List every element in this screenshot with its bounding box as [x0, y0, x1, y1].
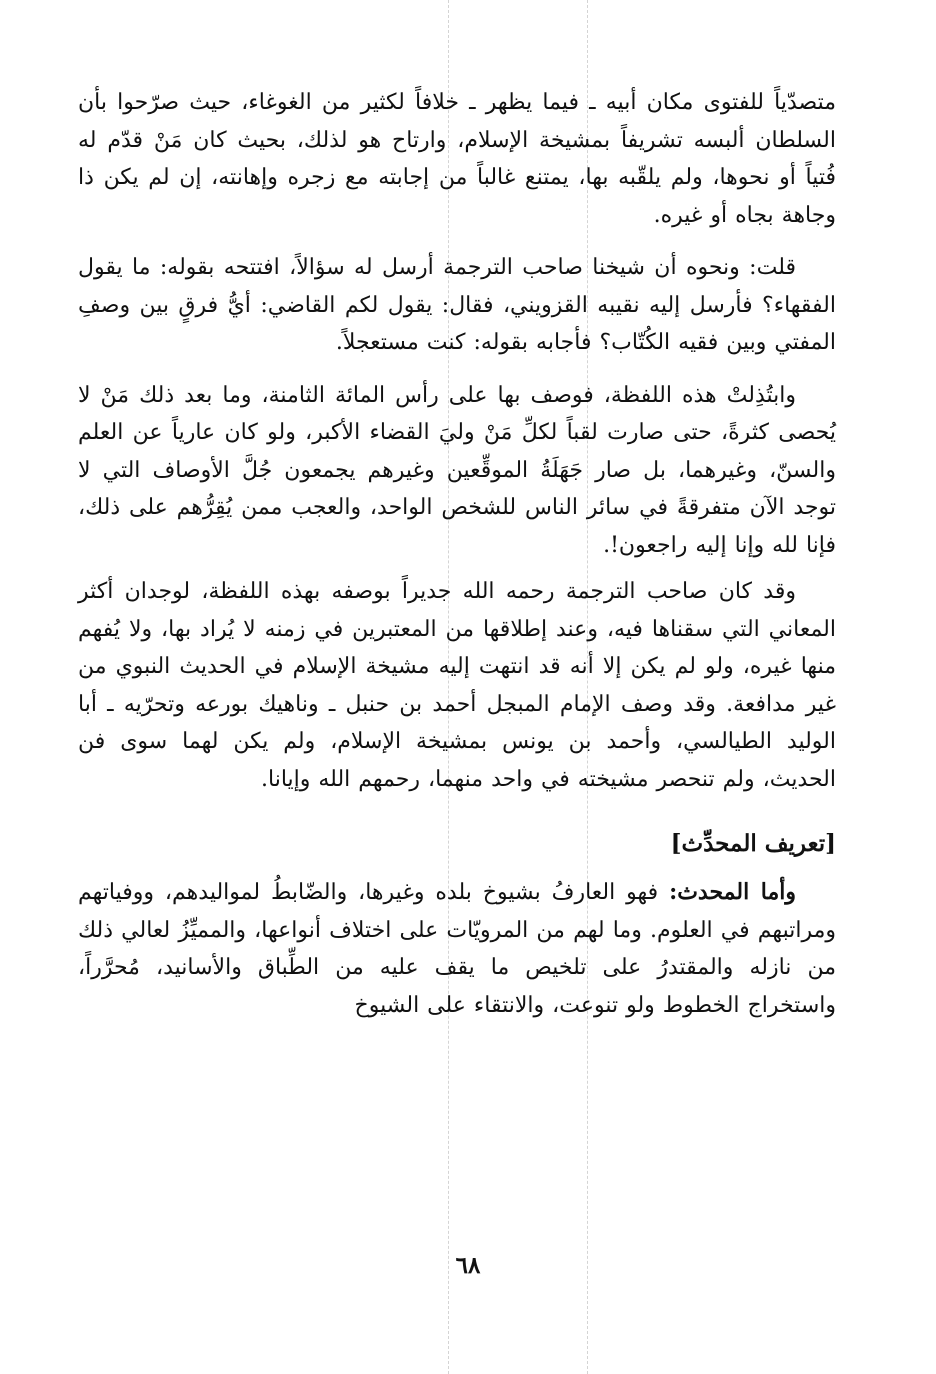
- section-heading: [تعريف المحدِّث]: [670, 830, 836, 857]
- paragraph-5-body: فهو العارفُ بشيوخ بلده وغيرها، والضّابطُ لمواليدهم، ووفياتهم ومراتبهم في العلوم. وما لهم من المرويّات على اختلاف أنواعها، والمميِّزُ لعالي ذلك من نازله والمقتدرُ على تلخيص ما يقف عليه من الطِّباق والأسانيد، مُحرَّراً، واستخراج الخطوط ولو تنوعت، والانتقاء على الشيوخ: [78, 880, 836, 1018]
- paragraph-1: متصدّياً للفتوى مكان أبيه ـ فيما يظهر ـ خلافاً لكثير من الغوغاء، حيث صرّحوا بأن السلطان ألبسه تشريفاً بمشيخة الإسلام، وارتاح هو لذلك، بحيث كان مَنْ قدّم له فُتياً أو نحوها، ولم يلقّبه بها، يمتنع غالباً من إجابته مع زجره وإهانته، إن لم يكن ذا وجاهة بجاه أو غيره.: [78, 90, 836, 228]
- paragraph-4: وقد كان صاحب الترجمة رحمه الله جديراً بوصفه بهذه اللفظة، لوجدان أكثر المعاني التي سقناها فيه، وعند إطلاقها من المعتبرين في زمنه لا يُراد بها، ولا يُفهم منها غيره، ولو لم يكن إلا أنه قد انتهت إليه مشيخة الإسلام في الحديث النبوي من غير مدافعة. وقد وصف الإمام المبجل أحمد بن حنبل ـ وناهيك بورعه وتحرّيه ـ أبا الوليد الطيالسي، وأحمد بن يونس بمشيخة الإسلام، ولم يكن لهما سوى فن الحديث، ولم تنحصر مشيخته في واحد منهما، رحمهم الله وإيانا.: [78, 579, 836, 792]
- page-number: ٦٨: [455, 1252, 481, 1279]
- paragraph-2: قلت: ونحوه أن شيخنا صاحب الترجمة أرسل له سؤالاً، افتتحه بقوله: ما يقول الفقهاء؟ فأرسل إليه نقيبه القزويني، فقال: يقول لكم القاضي: أيُّ فرقٍ بين وصفِ المفتي وبين فقيه الكُتّاب؟ فأجابه بقوله: كنت مستعجلاً.: [78, 255, 836, 355]
- paragraph-5: [78, 874, 836, 1024]
- paragraph-3: وابتُذِلتْ هذه اللفظة، فوصف بها على رأس المائة الثامنة، وما بعد ذلك مَنْ لا يُحصى كثرةً، حتى صارت لقباً لكلِّ مَنْ وليَ القضاء الأكبر، ولو كان عارياً عن العلم والسنّ، وغيرهما، بل صار جَهَلَةُ الموقِّعين وغيرهم يجمعون جُلَّ الأوصاف التي لا توجد الآن متفرقةً في سائر الناس للشخص الواحد، والعجب ممن يُقِرُّهم على ذلك، فإنا لله وإنا إليه راجعون!.: [78, 382, 836, 558]
- paragraph-5-lead: وأما المحدث:: [669, 879, 797, 905]
- body-text: [78, 84, 836, 1024]
